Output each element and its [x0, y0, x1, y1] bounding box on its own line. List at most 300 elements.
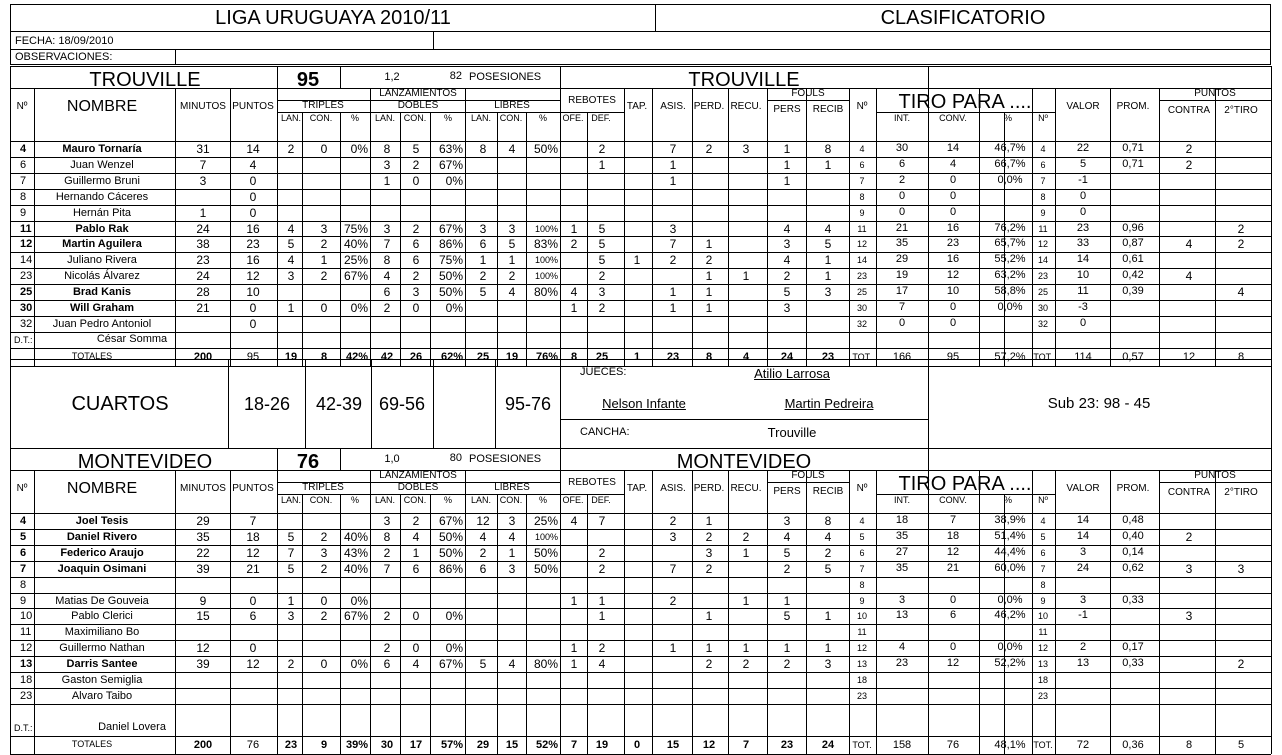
stat-conv: 0	[949, 301, 957, 313]
stat-def: 2	[598, 561, 606, 576]
player-number-3: 12	[1037, 239, 1049, 250]
stat-pct: 51,4%	[994, 529, 1026, 542]
stat-recib: 4	[824, 529, 832, 544]
stat-asis: 1	[669, 641, 677, 656]
stat-dc: 5	[412, 142, 420, 156]
tot-label-3: TOT.	[1033, 739, 1053, 750]
player-number: 5	[20, 530, 27, 543]
rule	[10, 348, 1271, 349]
tot-label-2: TOT.	[852, 739, 872, 750]
stat-valor: -3	[1078, 301, 1088, 313]
stat-asis: 1	[669, 301, 677, 315]
stat-pers: 5	[783, 285, 791, 300]
player-name: Nicolás Álvarez	[64, 270, 140, 283]
stat-def: 2	[598, 545, 606, 560]
team-name-right: TROUVILLE	[688, 69, 800, 91]
stat-lc: 3	[508, 561, 516, 576]
stat-min: 35	[196, 529, 210, 544]
total-pct: 48,1%	[994, 738, 1026, 751]
rule	[10, 448, 1271, 449]
possessions-label: POSESIONES	[469, 453, 542, 465]
rule	[370, 470, 371, 754]
rule	[1271, 88, 1272, 366]
stat-contra: 2	[1185, 142, 1193, 156]
hdr-rebotes: REBOTES	[568, 477, 616, 488]
rule	[624, 88, 625, 366]
total-prom: 0,36	[1122, 738, 1144, 751]
team-name: MONTEVIDEO	[77, 451, 213, 473]
rule	[230, 470, 231, 754]
hdr-recu: RECU.	[730, 101, 762, 112]
total-tl: 23	[284, 738, 298, 751]
stat-dl: 8	[383, 253, 391, 268]
stat-def: 2	[598, 301, 606, 315]
hdr-perd: PERD.	[693, 483, 725, 494]
player-number-3: 8	[1040, 579, 1046, 590]
total-valor: 114	[1074, 350, 1092, 363]
stat-st: 2	[1237, 657, 1245, 672]
jueces-label: JUECES:	[580, 366, 627, 378]
rule	[928, 470, 929, 754]
total-valor: 72	[1076, 738, 1090, 751]
player-number-3: 23	[1037, 690, 1049, 701]
total-pts: 95	[246, 350, 260, 363]
hdr-valor: VALOR	[1066, 101, 1100, 112]
stat-tl: 5	[287, 561, 295, 576]
stat-pts: 10	[246, 285, 260, 300]
rule	[34, 470, 35, 754]
player-number: 13	[20, 658, 33, 671]
stat-dp: 0%	[445, 173, 463, 188]
stat-lc: 1	[508, 253, 516, 268]
stat-min: 22	[196, 545, 210, 560]
hdr-recib: RECIB	[812, 486, 844, 497]
stat-dc: 0	[412, 609, 420, 624]
stat-tp: 75%	[343, 221, 368, 236]
hdr-pct: %	[538, 495, 548, 505]
stat-int: 35	[895, 561, 909, 574]
total-lc: 15	[505, 738, 519, 751]
possessions-value: 80	[449, 452, 462, 464]
total-dl: 30	[380, 738, 394, 751]
stat-conv: 12	[946, 269, 960, 282]
rule	[1215, 100, 1216, 122]
rule	[806, 482, 807, 504]
rule	[1032, 88, 1033, 366]
player-name: Darris Santee	[66, 658, 138, 671]
stat-recib: 1	[824, 157, 832, 172]
rule	[1215, 482, 1216, 504]
stat-lp: 100%	[534, 223, 558, 234]
stat-conv: 12	[946, 545, 960, 558]
hdr-con: CON.	[309, 113, 333, 123]
rule	[767, 88, 768, 366]
observaciones-label: OBSERVACIONES:	[10, 49, 176, 65]
stat-asis: 7	[669, 561, 677, 576]
stat-asis: 1	[669, 285, 677, 300]
stat-conv: 0	[949, 641, 957, 654]
stat-pts: 4	[249, 157, 257, 172]
hdr-lan: LAN.	[374, 113, 396, 123]
player-number-2: 4	[859, 516, 865, 526]
stat-min: 39	[196, 561, 210, 576]
stat-def: 5	[598, 237, 606, 252]
stat-st: 4	[1237, 285, 1245, 300]
stat-dp: 67%	[438, 514, 463, 528]
player-name: Guillermo Nathan	[59, 642, 145, 655]
hdr-tap: TAP.	[626, 483, 648, 494]
stat-int: 13	[895, 609, 909, 622]
stat-valor: 14	[1076, 514, 1090, 526]
player-number: 23	[20, 270, 33, 283]
total-def: 19	[595, 738, 609, 751]
player-number-2: 6	[859, 159, 865, 170]
stat-valor: -1	[1078, 173, 1088, 186]
stat-prom: 0,87	[1122, 237, 1144, 250]
stat-dp: 0%	[445, 301, 463, 315]
hdr-def: DEF.	[591, 495, 611, 505]
stat-dl: 7	[383, 237, 391, 252]
stat-pts: 0	[249, 316, 257, 331]
player-number: 4	[20, 143, 27, 155]
player-name: Mauro Tornaría	[62, 143, 142, 155]
stat-tc: 2	[320, 609, 328, 624]
rule	[767, 100, 849, 101]
hdr-num2: Nº	[856, 101, 868, 112]
judge-1: Atilio Larrosa	[754, 366, 830, 381]
stat-asis: 3	[669, 221, 677, 236]
rule	[876, 88, 877, 366]
hdr-dobles: DOBLES	[397, 100, 439, 111]
hdr-pers: PERS	[773, 104, 801, 115]
stat-pts: 7	[249, 514, 257, 528]
stat-tc: 0	[320, 657, 328, 672]
stat-lc: 5	[508, 237, 516, 252]
rule	[1215, 88, 1216, 366]
hdr-nombre: NOMBRE	[66, 480, 138, 497]
stat-recu: 2	[742, 529, 750, 544]
stat-tc: 3	[320, 221, 328, 236]
stat-ll: 12	[476, 514, 490, 528]
stat-lc: 4	[508, 285, 516, 300]
stat-def: 3	[598, 285, 606, 300]
stat-int: 0	[898, 316, 906, 329]
total-contra: 12	[1182, 350, 1196, 363]
hdr-int: INT.	[893, 495, 911, 505]
player-number-3: 5	[1040, 531, 1046, 542]
stat-min: 7	[199, 157, 207, 172]
player-number-2: 12	[856, 239, 868, 250]
rule	[277, 88, 278, 366]
player-number-2: 6	[859, 547, 865, 558]
stat-valor: 23	[1076, 221, 1090, 234]
stat-int: 23	[895, 657, 909, 670]
stat-ll: 3	[479, 221, 487, 236]
stat-perd: 1	[705, 514, 713, 528]
total-dp: 62%	[440, 350, 463, 363]
stat-perd: 1	[705, 269, 713, 284]
stat-pers: 5	[783, 609, 791, 624]
player-name: Gaston Semiglia	[61, 674, 143, 686]
stat-dl: 6	[383, 285, 391, 300]
rule	[10, 577, 1271, 578]
stat-dl: 2	[383, 301, 391, 315]
stat-lc: 3	[508, 514, 516, 528]
rule	[560, 470, 561, 754]
rule	[175, 470, 176, 754]
stat-dp: 67%	[438, 157, 463, 172]
stat-min: 9	[199, 593, 207, 608]
stat-dp: 67%	[438, 221, 463, 236]
stat-pers: 1	[783, 641, 791, 656]
total-tc: 9	[320, 738, 328, 751]
rule	[1159, 88, 1160, 366]
cancha-label: CANCHA:	[580, 426, 630, 438]
hdr-lan: LAN.	[280, 113, 302, 123]
stat-valor: 3	[1079, 593, 1087, 606]
stat-pct: 65,7%	[994, 237, 1026, 250]
stat-valor: 11	[1077, 285, 1089, 298]
stat-tc: 2	[320, 269, 328, 284]
stat-pct: 55,2%	[994, 253, 1026, 266]
stat-tp: 40%	[343, 529, 368, 544]
total-recib: 24	[821, 738, 835, 751]
stat-pts: 18	[246, 529, 260, 544]
stat-int: 27	[895, 545, 909, 558]
player-number-3: 9	[1040, 595, 1046, 606]
stat-perd: 1	[705, 609, 713, 624]
hdr-prom: PROM.	[1116, 101, 1150, 112]
total-lp: 52%	[535, 738, 558, 751]
stat-int: 18	[895, 514, 909, 526]
stat-tp: 0%	[350, 593, 368, 608]
rule	[10, 754, 1271, 755]
stat-dp: 75%	[438, 253, 463, 268]
total-dl: 42	[380, 350, 394, 363]
hdr-pers: PERS	[773, 486, 801, 497]
stat-dc: 1	[412, 545, 420, 560]
stat-recib: 2	[824, 545, 832, 560]
total-dc: 17	[409, 738, 423, 751]
stat-conv: 16	[946, 253, 960, 266]
stat-tc: 0	[320, 301, 328, 315]
hdr-recu: RECU.	[730, 483, 762, 494]
stat-prom: 0,39	[1122, 285, 1144, 298]
totals-label: TOTALES	[71, 738, 113, 749]
player-number-2: 5	[859, 531, 865, 542]
stat-def: 2	[598, 142, 606, 156]
hdr-puntos-r: PUNTOS	[1194, 88, 1236, 99]
hdr-asis: ASIS.	[660, 101, 686, 112]
player-number-3: 9	[1040, 207, 1046, 218]
stat-valor: 33	[1076, 237, 1090, 250]
player-number: 14	[20, 254, 33, 267]
stat-conv: 10	[946, 285, 960, 298]
stat-dc: 3	[412, 285, 420, 300]
player-number-2: 11	[857, 223, 867, 234]
player-number-3: 8	[1040, 191, 1046, 202]
total-perd: 8	[705, 350, 713, 363]
stat-int: 17	[895, 285, 909, 298]
stat-int: 19	[895, 269, 909, 282]
stat-dl: 3	[383, 221, 391, 236]
stat-perd: 1	[705, 301, 713, 315]
stat-st: 2	[1237, 221, 1245, 236]
player-number-2: 9	[859, 207, 865, 218]
stat-conv: 4	[949, 157, 957, 170]
stat-conv: 0	[949, 173, 957, 186]
hdr-pct: %	[443, 495, 453, 505]
stat-tp: 43%	[343, 545, 368, 560]
stat-pers: 5	[783, 545, 791, 560]
rule	[340, 66, 341, 88]
observaciones-value	[175, 49, 1271, 65]
hdr-contra: CONTRA	[1167, 105, 1211, 116]
stat-def: 5	[598, 221, 606, 236]
player-number-2: 7	[859, 563, 865, 574]
player-number-3: 18	[1037, 675, 1049, 685]
rule	[1271, 359, 1272, 448]
stat-lp: 100%	[534, 531, 558, 542]
rule	[340, 448, 341, 470]
rule	[370, 88, 371, 366]
stat-ll: 2	[479, 545, 487, 560]
player-number: 23	[20, 689, 33, 702]
stat-int: 35	[895, 529, 909, 542]
rule	[652, 88, 653, 366]
rule	[495, 359, 496, 448]
player-number: 6	[20, 158, 27, 171]
stat-lp: 25%	[533, 514, 558, 528]
player-number-3: 12	[1037, 643, 1049, 654]
hdr-nombre: NOMBRE	[66, 98, 138, 115]
player-number: 30	[20, 302, 33, 314]
hdr-pct: %	[1003, 113, 1013, 123]
stat-pers: 2	[783, 269, 791, 284]
stat-contra: 4	[1185, 269, 1193, 284]
stat-perd: 2	[705, 657, 713, 672]
fecha-field: FECHA: 18/09/2010	[10, 31, 434, 50]
quarter-1: 18-26	[243, 394, 291, 414]
player-number-3: 13	[1037, 659, 1049, 670]
total-tap: 1	[633, 350, 641, 363]
hdr-def: DEF.	[591, 113, 611, 123]
player-number-3: 4	[1040, 144, 1046, 154]
stat-ofe: 1	[570, 593, 578, 608]
stat-lp: 80%	[533, 285, 558, 300]
stat-int: 3	[898, 593, 906, 606]
player-name: Daniel Rivero	[66, 530, 138, 543]
phase-title: CLASIFICATORIO	[655, 4, 1271, 32]
rule	[340, 112, 341, 366]
hdr-puntos-r: PUNTOS	[1194, 470, 1236, 481]
hdr-conv: CONV.	[939, 495, 967, 505]
player-name: Juan Pedro Antoniol	[52, 317, 152, 330]
player-number-2: 30	[856, 303, 868, 313]
stat-pct: 0,0%	[997, 641, 1023, 654]
stat-dl: 2	[383, 609, 391, 624]
total-asis: 23	[666, 350, 680, 363]
hdr-tiro-para: TIRO PARA ....	[898, 91, 1032, 113]
stat-tl: 5	[287, 529, 295, 544]
total-contra: 8	[1185, 738, 1193, 751]
stat-contra: 2	[1185, 157, 1193, 172]
rule	[928, 66, 929, 88]
player-number-3: 11	[1038, 223, 1048, 234]
stat-int: 0	[898, 189, 906, 202]
player-number: 6	[20, 546, 27, 559]
total-lc: 19	[505, 350, 519, 363]
hdr-lanzamientos: LANZAMIENTOS	[379, 470, 457, 481]
stat-int: 30	[895, 142, 909, 154]
hdr-asis: ASIS.	[660, 483, 686, 494]
stat-pers: 2	[783, 657, 791, 672]
stat-min: 3	[199, 173, 207, 188]
hdr-num: Nº	[16, 101, 28, 112]
stat-def: 1	[598, 157, 606, 172]
stat-int: 7	[898, 301, 906, 313]
stat-lp: 100%	[534, 255, 558, 266]
stat-dp: 86%	[438, 237, 463, 252]
stat-dl: 7	[383, 561, 391, 576]
hdr-con: CON.	[403, 495, 427, 505]
stat-conv: 0	[949, 593, 957, 606]
stat-def: 4	[598, 657, 606, 672]
rule	[1271, 448, 1272, 470]
stat-prom: 0,71	[1122, 157, 1144, 170]
stat-ll: 1	[479, 253, 487, 268]
stat-tl: 3	[287, 609, 295, 624]
stat-st: 2	[1237, 237, 1245, 252]
stat-tp: 40%	[343, 237, 368, 252]
stat-prom: 0,33	[1122, 657, 1144, 670]
stat-dc: 6	[412, 253, 420, 268]
stat-recib: 4	[824, 221, 832, 236]
hdr-prom: PROM.	[1116, 483, 1150, 494]
stat-tl: 2	[287, 657, 295, 672]
player-number: 10	[20, 610, 33, 623]
stat-ll: 4	[479, 529, 487, 544]
stat-tc: 2	[320, 529, 328, 544]
stat-recib: 1	[824, 269, 832, 284]
total-int: 158	[892, 738, 912, 751]
stat-ll: 5	[479, 285, 487, 300]
rule	[10, 624, 1271, 625]
rule	[806, 100, 807, 122]
stat-perd: 2	[705, 561, 713, 576]
hdr-pct: %	[443, 113, 453, 123]
stat-dl: 2	[383, 545, 391, 560]
player-number-3: 11	[1038, 627, 1048, 638]
stat-tl: 4	[287, 221, 295, 236]
rule	[587, 112, 588, 366]
rule	[430, 112, 431, 366]
total-prom: 0,57	[1122, 350, 1144, 363]
league-title: LIGA URUGUAYA 2010/11	[10, 4, 656, 32]
stat-pts: 6	[249, 609, 257, 624]
stat-asis: 2	[669, 593, 677, 608]
stat-valor: 0	[1079, 189, 1087, 202]
hdr-triples: TRIPLES	[302, 482, 344, 493]
stat-recu: 2	[742, 657, 750, 672]
hdr-dobles: DOBLES	[397, 482, 439, 493]
stat-conv: 0	[949, 316, 957, 329]
player-name: Hernán Pita	[72, 206, 132, 219]
player-number-3: 30	[1037, 303, 1049, 313]
total-recu: 4	[742, 350, 750, 363]
hdr-con: CON.	[499, 113, 523, 123]
stat-pers: 3	[783, 301, 791, 315]
